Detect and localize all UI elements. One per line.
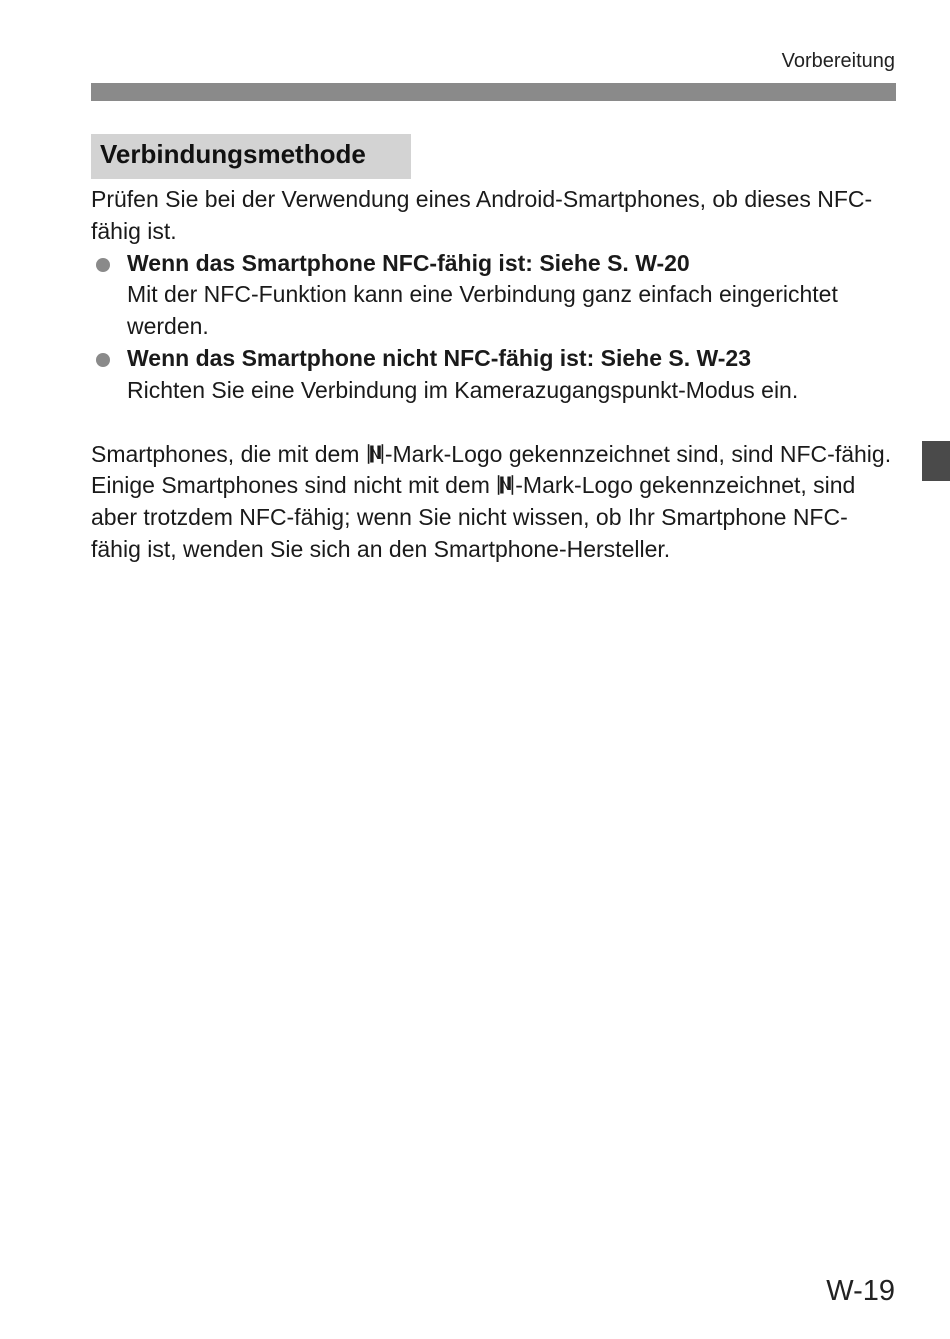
bullet-title: Wenn das Smartphone NFC-fähig ist: Siehe S. W-20	[127, 249, 690, 276]
nfc-note-paragraph	[91, 439, 896, 566]
content-body	[91, 184, 896, 566]
bullet-list	[91, 248, 896, 407]
bullet-title: Wenn das Smartphone nicht NFC-fähig ist: Siehe S. W-23	[127, 344, 752, 371]
bullet-icon	[96, 258, 110, 272]
list-item	[91, 343, 896, 407]
intro-paragraph: Prüfen Sie bei der Verwendung eines Android-Smartphones, ob dieses NFC-fähig ist.	[91, 186, 873, 244]
note-text: Smartphones, die mit dem	[91, 440, 366, 467]
bullet-description: Mit der NFC-Funktion kann eine Verbindung ganz einfach eingerichtet werden.	[127, 281, 838, 340]
list-item	[91, 248, 896, 343]
n-mark-icon	[367, 443, 384, 465]
page-number: W-19	[826, 1275, 895, 1307]
bullet-icon	[96, 353, 110, 367]
n-mark-icon	[497, 474, 514, 496]
header-bar	[91, 83, 896, 101]
bullet-description: Richten Sie eine Verbindung im Kamerazugangspunkt-Modus ein.	[127, 376, 799, 403]
running-header: Vorbereitung	[781, 50, 895, 72]
note-text: -Mark-Logo gekennzeichnet sind, sind NFC-fähig. Einige Smartphones sind nicht mit dem	[91, 440, 892, 499]
note-text: -Mark-Logo gekennzeichnet, sind aber trotzdem NFC-fähig; wenn Sie nicht wissen, ob Ihr Smartphone NFC-fähig ist, wenden Sie sich an den Smartphone-Hersteller.	[91, 472, 856, 562]
chapter-tab	[922, 441, 950, 481]
section-heading: Verbindungsmethode	[91, 134, 411, 179]
